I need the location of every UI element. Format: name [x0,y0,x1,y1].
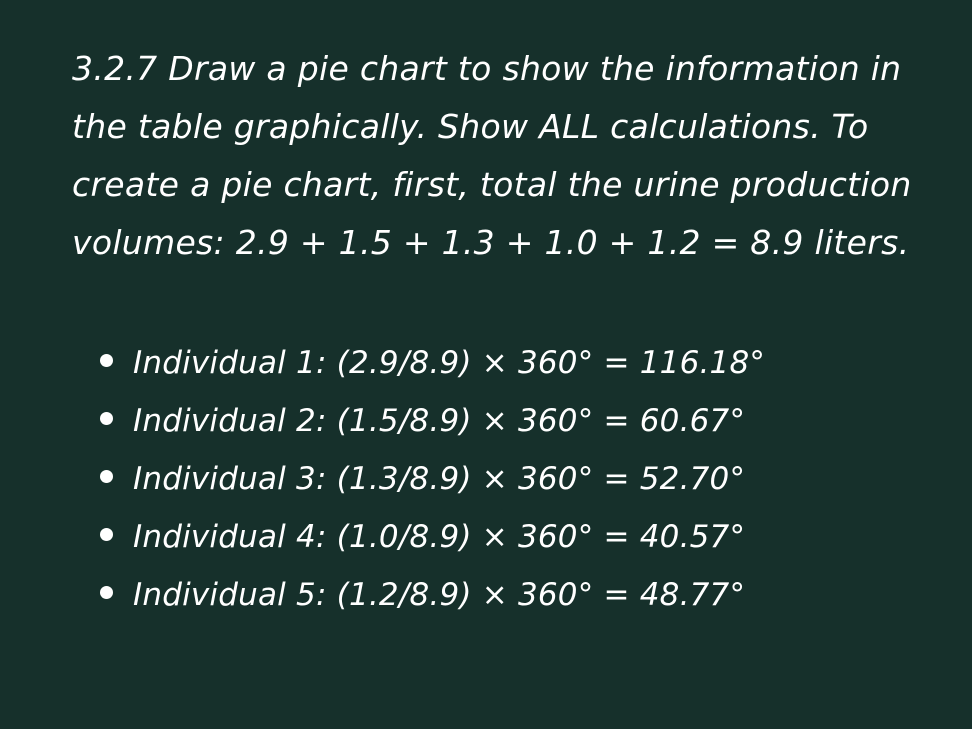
list-item-label: Individual 2: (1.5/8.9) × 360° = 60.67° [133,403,746,439]
list-item-label: Individual 1: (2.9/8.9) × 360° = 116.18° [133,345,766,381]
bullet-dot-icon [100,528,113,541]
list-item [100,566,936,624]
bullet-dot-icon [100,470,113,483]
list-item [100,508,936,566]
list-item [100,450,936,508]
bullet-dot-icon [100,354,113,367]
calculation-list [72,334,936,624]
bullet-dot-icon [100,412,113,425]
list-item-label: Individual 4: (1.0/8.9) × 360° = 40.57° [133,519,746,555]
bullet-dot-icon [100,586,113,599]
list-item [100,392,936,450]
list-item-label: Individual 5: (1.2/8.9) × 360° = 48.77° [133,577,746,613]
list-item [100,334,936,392]
instruction-paragraph: 3.2.7 Draw a pie chart to show the information in the table graphically. Show ALL calculations. To create a pie chart, first, total the urine production volumes: 2.9 + 1.5 + 1.3 + 1.0 + 1.2 = 8.9 liters. [72,49,923,262]
list-item-label: Individual 3: (1.3/8.9) × 360° = 52.70° [133,461,746,497]
